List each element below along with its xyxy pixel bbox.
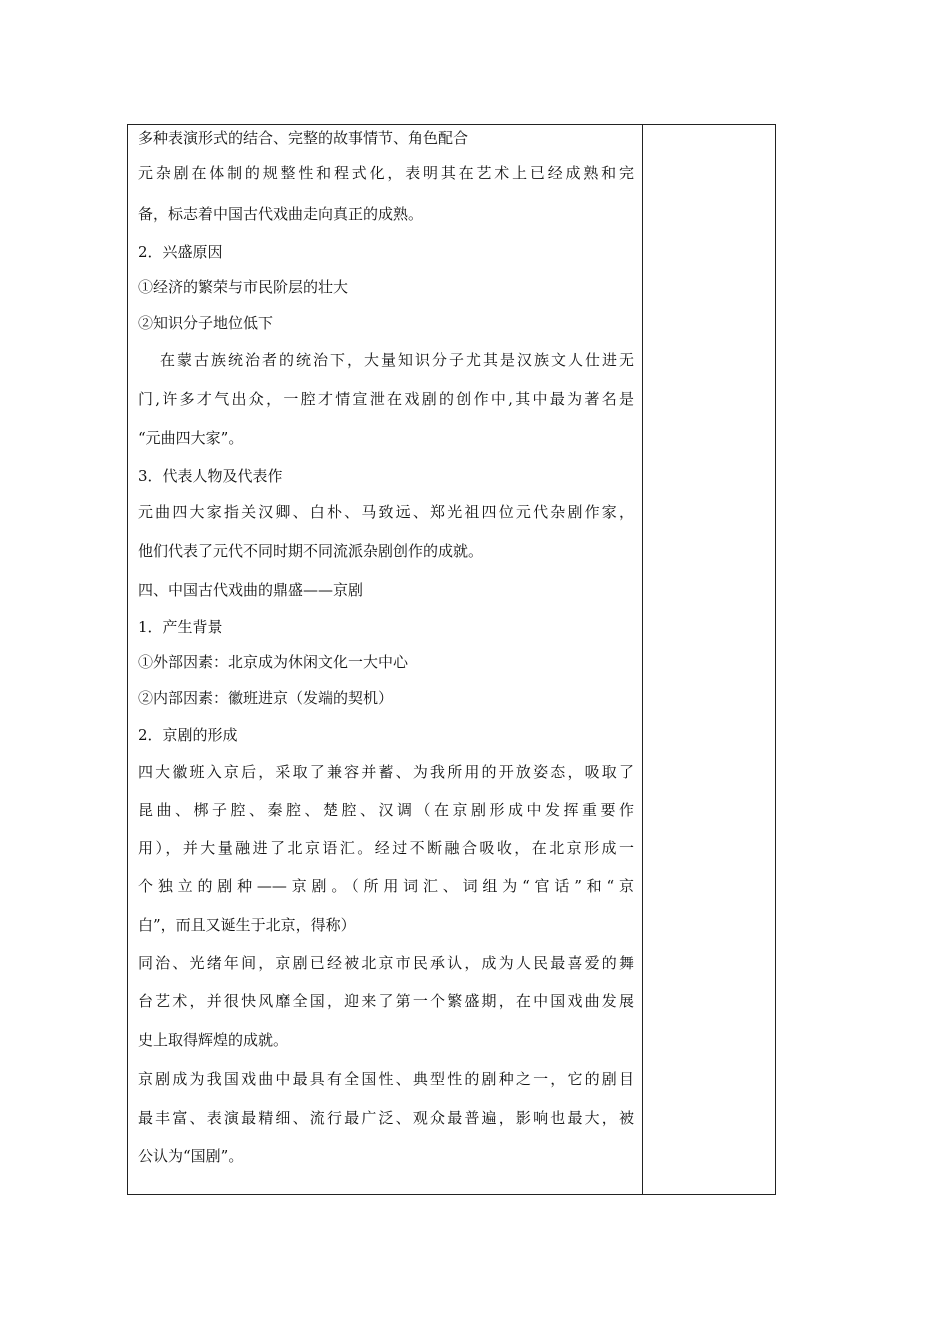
text-line: 个独立的剧种——京剧。（所用词汇、词组为“官话”和“京: [138, 877, 634, 895]
text-line: 元杂剧在体制的规整性和程式化，表明其在艺术上已经成熟和完: [138, 164, 634, 182]
text-line: 门,许多才气出众，一腔才情宣泄在戏剧的创作中,其中最为著名是: [138, 390, 634, 408]
text-line: 史上取得辉煌的成就。: [138, 1031, 289, 1049]
notes-cell: [643, 125, 775, 1194]
text-line: 用），并大量融进了北京语汇。经过不断融合吸收，在北京形成一: [138, 839, 634, 857]
text-line: 四大徽班入京后，采取了兼容并蓄、为我所用的开放姿态，吸取了: [138, 763, 634, 781]
text-line: 四、中国古代戏曲的鼎盛——京剧: [138, 581, 364, 599]
text-line: 2．京剧的形成: [138, 726, 238, 744]
text-line: 他们代表了元代不同时期不同流派杂剧创作的成就。: [138, 542, 484, 560]
text-line: 台艺术，并很快风靡全国，迎来了第一个繁盛期，在中国戏曲发展: [138, 992, 634, 1010]
text-line: ②内部因素：徽班进京（发端的契机）: [138, 689, 394, 707]
text-line: 3．代表人物及代表作: [138, 467, 283, 485]
text-line: ①经济的繁荣与市民阶层的壮大: [138, 278, 349, 296]
text-line: “元曲四大家”。: [138, 429, 244, 447]
text-line: 公认为“国剧”。: [138, 1147, 244, 1165]
text-line: 昆曲、梆子腔、秦腔、楚腔、汉调（在京剧形成中发挥重要作: [138, 801, 634, 819]
text-line: 备，标志着中国古代戏曲走向真正的成熟。: [138, 205, 424, 223]
main-text-cell: [128, 125, 643, 1194]
text-line: 多种表演形式的结合、完整的故事情节、角色配合: [138, 129, 469, 147]
text-line: 2．兴盛原因: [138, 243, 223, 261]
text-line: 在蒙古族统治者的统治下，大量知识分子尤其是汉族文人仕进无: [160, 351, 634, 369]
text-line: ①外部因素：北京成为休闲文化一大中心: [138, 653, 409, 671]
text-line: 元曲四大家指关汉卿、白朴、马致远、郑光祖四位元代杂剧作家，: [138, 503, 634, 521]
text-line: 同治、光绪年间，京剧已经被北京市民承认，成为人民最喜爱的舞: [138, 954, 634, 972]
text-line: ②知识分子地位低下: [138, 314, 274, 332]
text-line: 白”，而且又诞生于北京，得称）: [138, 916, 356, 934]
content-table: [127, 124, 776, 1195]
text-line: 京剧成为我国戏曲中最具有全国性、典型性的剧种之一，它的剧目: [138, 1070, 634, 1088]
text-line: 1．产生背景: [138, 618, 223, 636]
text-line: 最丰富、表演最精细、流行最广泛、观众最普遍，影响也最大，被: [138, 1109, 634, 1127]
